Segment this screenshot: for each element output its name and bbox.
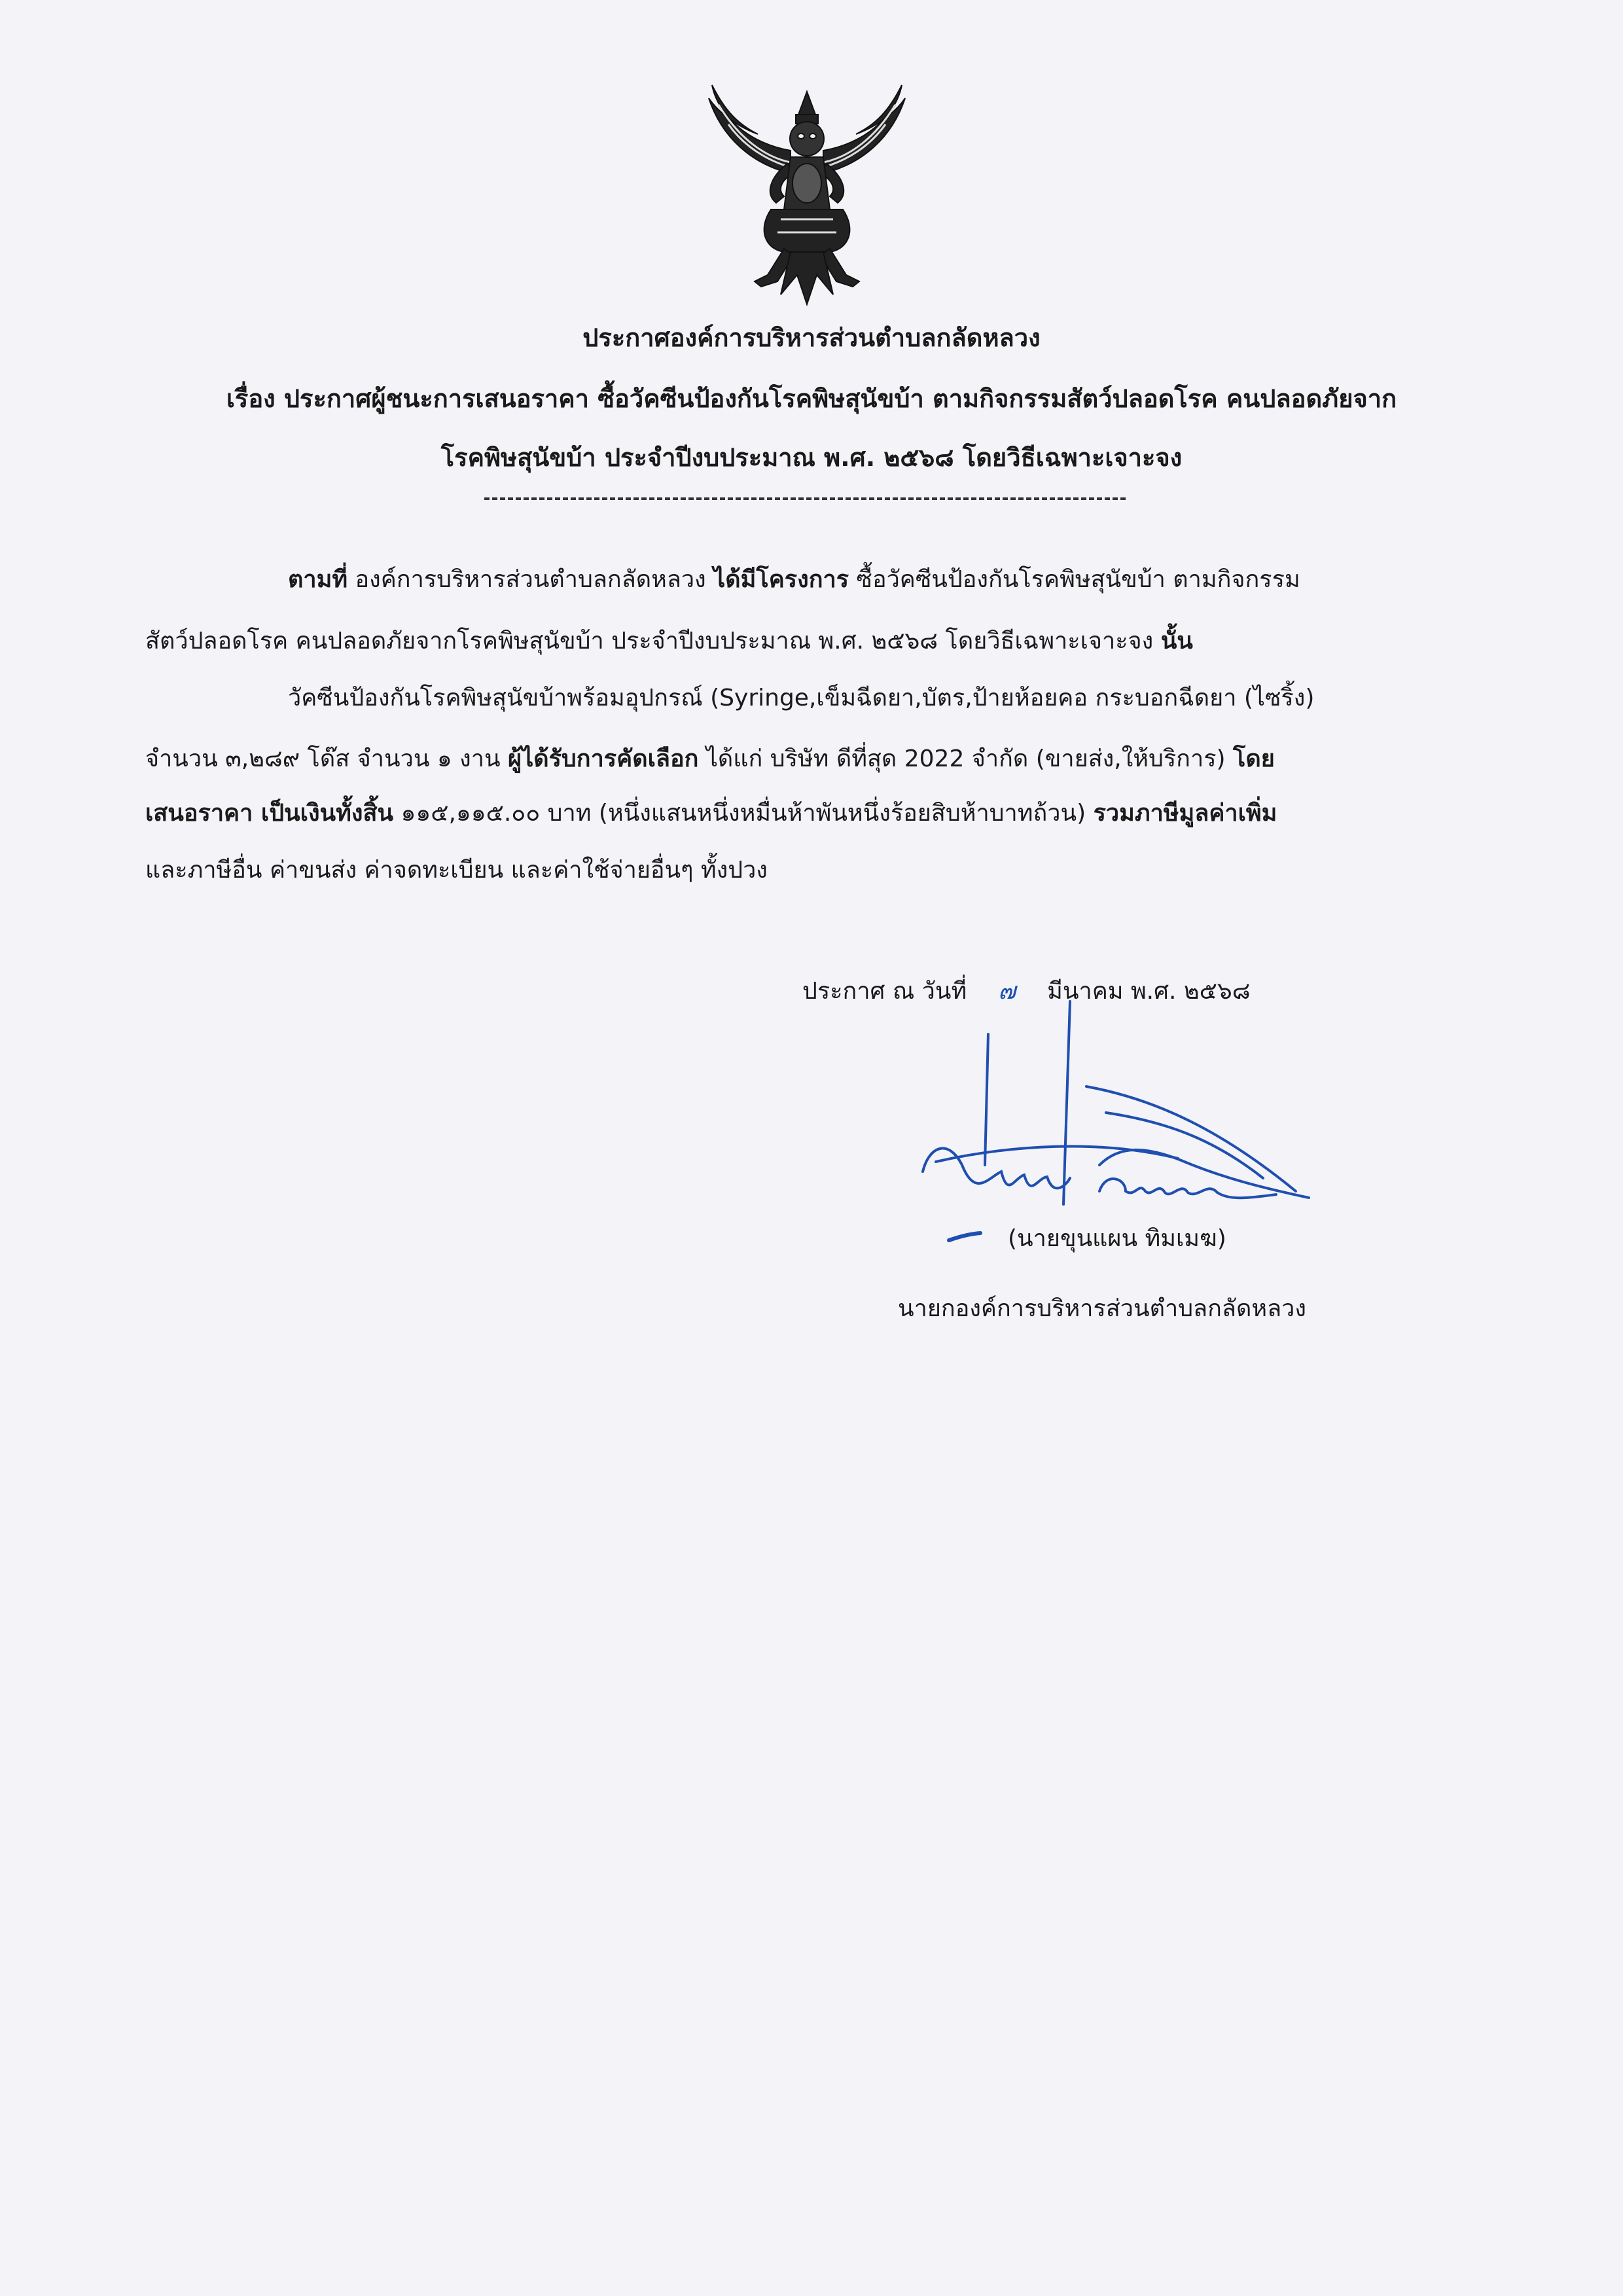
divider: [484, 497, 1126, 500]
paragraph-2-line-3: [145, 794, 1277, 831]
signature-icon: [910, 982, 1329, 1257]
bold-text: โดย: [1233, 745, 1275, 772]
announcement-heading: ประกาศองค์การบริหารส่วนตำบลกลัดหลวง: [582, 323, 1041, 352]
bold-text: ตามที่: [288, 566, 348, 593]
bold-text: เสนอราคา: [145, 800, 253, 827]
signatory-name: (นายขุนแผน ทิมเมฆ): [1008, 1225, 1226, 1252]
date-day: ๗: [998, 978, 1016, 1005]
paragraph-1-line-1: [288, 560, 1300, 598]
body-text: จำนวน ๓,๒๘๙ โด๊ส จำนวน ๑ งาน: [145, 745, 508, 772]
garuda-emblem-icon: [699, 79, 915, 314]
date-suffix: มีนาคม พ.ศ. ๒๕๖๘: [1047, 978, 1251, 1005]
date-prefix: ประกาศ ณ วันที่: [802, 978, 967, 1005]
subject-line-1: เรื่อง ประกาศผู้ชนะการเสนอราคา ซื้อวัคซีนป้องกันโรคพิษสุนัขบ้า ตามกิจกรรมสัตว์ปลอดโรค คนปลอดภัยจาก: [226, 384, 1397, 413]
body-text: องค์การบริหารส่วนตำบลกลัดหลวง: [348, 566, 714, 593]
bold-text: รวมภาษีมูลค่าเพิ่ม: [1093, 800, 1277, 827]
bold-text: เป็นเงินทั้งสิ้น: [253, 800, 394, 827]
subject-line-2: โรคพิษสุนัขบ้า ประจำปีงบประมาณ พ.ศ. ๒๕๖๘ โดยวิธีเฉพาะเจาะจง: [440, 443, 1183, 472]
bold-text: นั้น: [1160, 628, 1193, 655]
body-text: ซื้อวัคซีนป้องกันโรคพิษสุนัขบ้า ตามกิจกรรม: [849, 566, 1300, 593]
bold-text: ผู้ได้รับการคัดเลือก: [508, 745, 699, 772]
body-text: ๑๑๕,๑๑๕.๐๐ บาท (หนึ่งแสนหนึ่งหมื่นห้าพันหนึ่งร้อยสิบห้าบาทถ้วน): [393, 800, 1094, 827]
paragraph-1-line-2: [145, 622, 1193, 659]
body-text: ได้แก่ บริษัท ดีที่สุด 2022 จำกัด (ขายส่ง,ให้บริการ): [698, 745, 1234, 772]
signatory-position: นายกองค์การบริหารส่วนตำบลกลัดหลวง: [898, 1295, 1306, 1322]
bold-text: ได้มีโครงการ: [713, 566, 849, 593]
paragraph-2-line-1: วัคซีนป้องกันโรคพิษสุนัขบ้าพร้อมอุปกรณ์ (Syringe,เข็มฉีดยา,บัตร,ป้ายห้อยคอ กระบอกฉีดยา (ไซริ้ง): [288, 685, 1315, 711]
paragraph-2-line-4: และภาษีอื่น ค่าขนส่ง ค่าจดทะเบียน และค่าใช้จ่ายอื่นๆ ทั้งปวง: [145, 857, 768, 884]
paragraph-2-line-2: [145, 740, 1275, 777]
body-text: สัตว์ปลอดโรค คนปลอดภัยจากโรคพิษสุนัขบ้า ประจำปีงบประมาณ พ.ศ. ๒๕๖๘ โดยวิธีเฉพาะเจาะจง: [145, 628, 1161, 655]
